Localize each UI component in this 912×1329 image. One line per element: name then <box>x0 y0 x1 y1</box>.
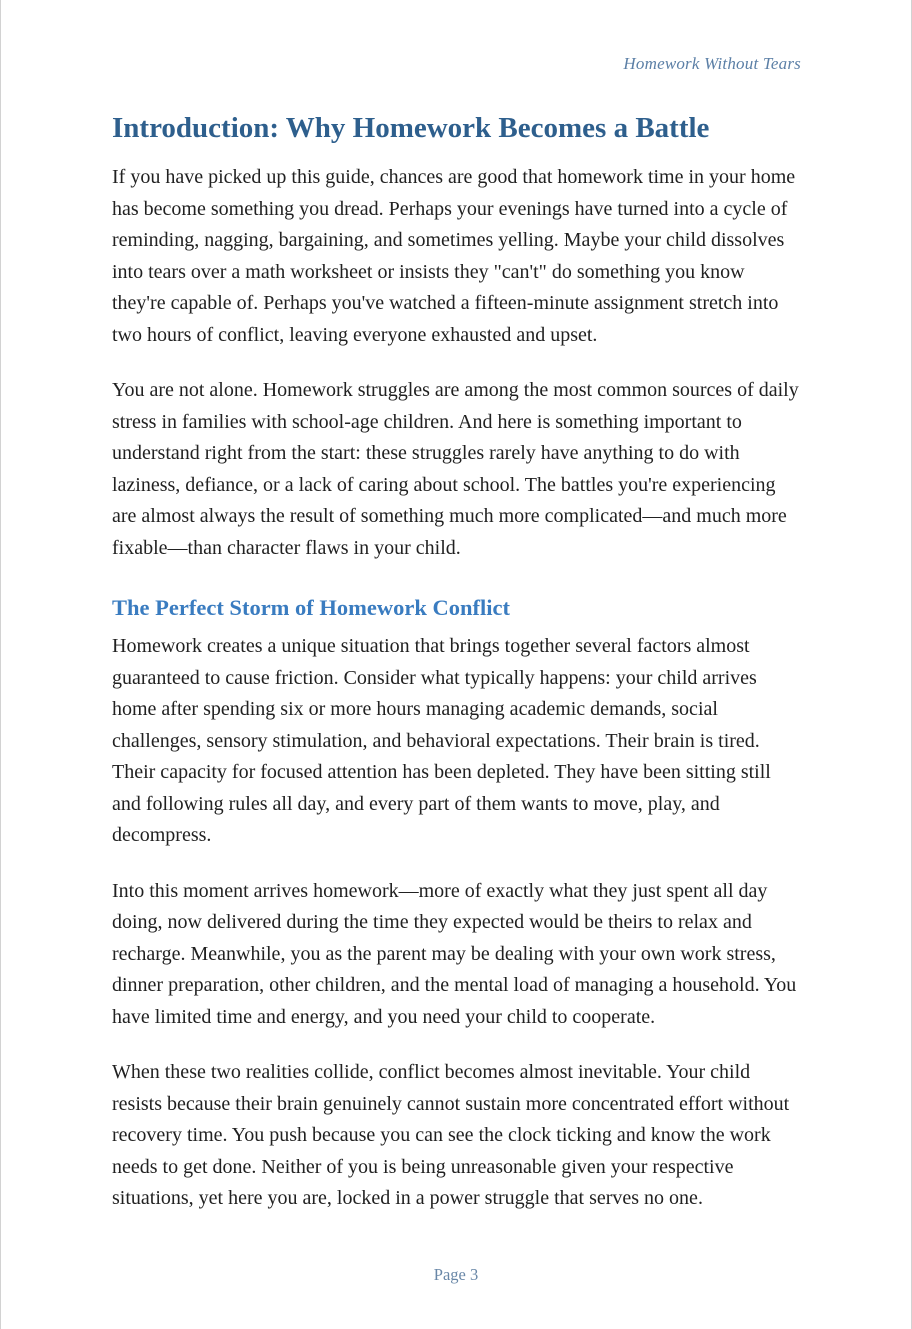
page-title: Introduction: Why Homework Becomes a Battle <box>112 112 710 144</box>
book-title: Homework Without Tears <box>623 54 801 73</box>
section-paragraph-1: Homework creates a unique situation that brings together several factors almost guaranteed to cause friction. Consider what typically happens: your child arrives home after spending six or more hours managing academic demands, social challenges, sensory stimulation, and behavioral expectations. Their brain is tired. Their capacity for focused attention has been depleted. They have been sitting still and following rules all day, and every part of them wants to move, play, and decompress. <box>112 635 771 846</box>
intro-paragraph-1: If you have picked up this guide, chances are good that homework time in your home has become something you dread. Perhaps your evenings have turned into a cycle of reminding, nagging, bargaining, and sometimes yelling. Maybe your child dissolves into tears over a math worksheet or insists they "can't" do something you know they're capable of. Perhaps you've watched a fifteen-minute assignment stretch into two hours of conflict, leaving everyone exhausted and upset. <box>112 166 796 346</box>
intro-paragraph-2: You are not alone. Homework struggles are among the most common sources of daily stress in families with school-age children. And here is something important to understand right from the start: these struggles rarely have anything to do with laziness, defiance, or a lack of caring about school. The battles you're experiencing are almost always the result of something much more complicated—and much more fixable—than character flaws in your child. <box>112 379 799 559</box>
section-paragraph-2: Into this moment arrives homework—more of exactly what they just spent all day doing, now delivered during the time they expected would be theirs to relax and recharge. Meanwhile, you as the parent may be dealing with your own work stress, dinner preparation, other children, and the mental load of managing a household. You have limited time and energy, and you need your child to cooperate. <box>112 879 797 1028</box>
running-header <box>112 54 801 74</box>
section-heading: The Perfect Storm of Homework Conflict <box>112 595 511 620</box>
section-paragraph-3: When these two realities collide, conflict becomes almost inevitable. Your child resists because their brain genuinely cannot sustain more concentrated effort without recovery time. You push because you can see the clock ticking and know the work needs to get done. Neither of you is being unreasonable given your respective situations, yet here you are, locked in a power struggle that serves no one. <box>112 1061 790 1209</box>
page-number: Page 3 <box>433 1264 479 1284</box>
